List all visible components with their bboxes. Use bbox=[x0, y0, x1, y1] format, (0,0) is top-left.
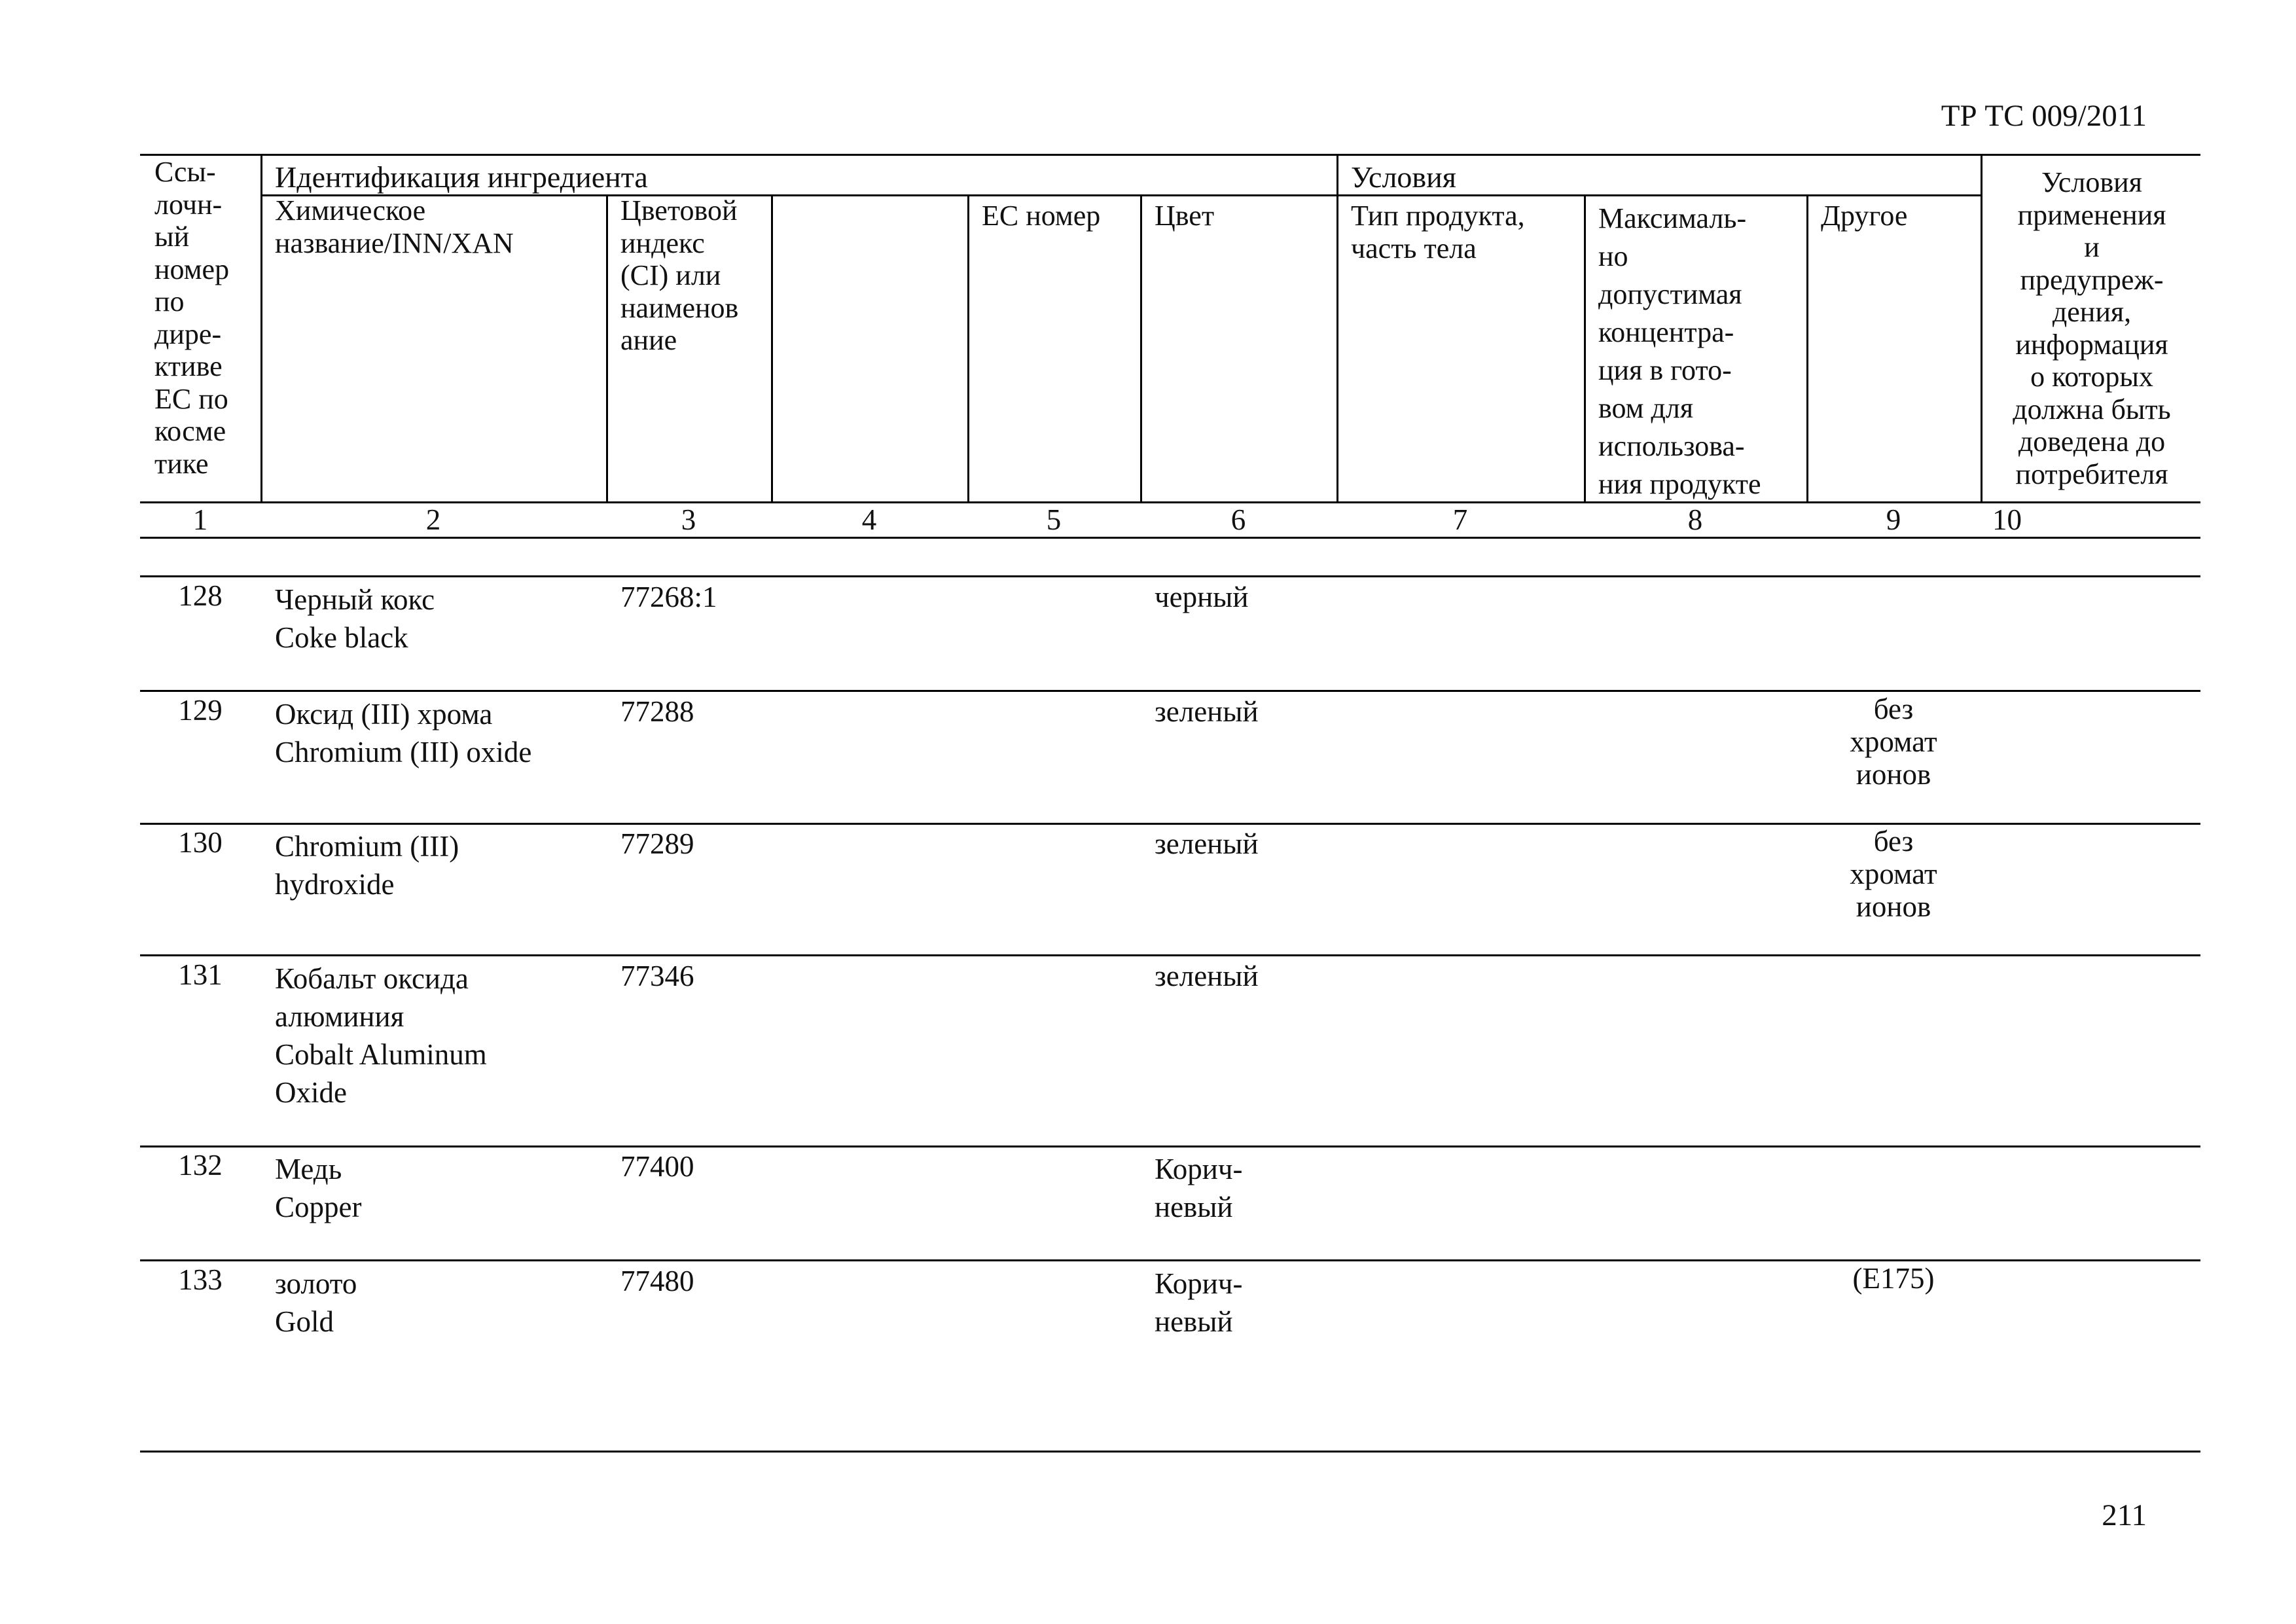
ingredient-name: Медь Copper bbox=[275, 1153, 362, 1223]
color-value: черный bbox=[1155, 581, 1249, 613]
color-index: 77268:1 bbox=[620, 581, 717, 613]
page-number: 211 bbox=[2102, 1498, 2147, 1532]
row-rule bbox=[140, 690, 2200, 692]
column-divider bbox=[1806, 194, 1808, 503]
header-max-concentration: Максималь- но допустимая концентра- ция в гото- вом для использова- ния продукте bbox=[1598, 202, 1761, 500]
column-number: 10 bbox=[1992, 503, 2022, 536]
column-number: 2 bbox=[425, 503, 441, 536]
column-number: 1 bbox=[192, 503, 208, 536]
column-number: 8 bbox=[1687, 503, 1703, 536]
row-number: 130 bbox=[178, 826, 223, 859]
other-value: без хромат ионов bbox=[1850, 693, 1937, 791]
column-number: 9 bbox=[1886, 503, 1901, 536]
column-divider bbox=[967, 194, 969, 503]
column-divider bbox=[1336, 154, 1338, 503]
ingredient-name: золото Gold bbox=[275, 1267, 357, 1338]
column-number: 5 bbox=[1046, 503, 1062, 536]
column-numbers-rule bbox=[140, 537, 2200, 539]
row-number: 128 bbox=[178, 579, 223, 612]
color-value: Корич- невый bbox=[1155, 1153, 1243, 1223]
color-index: 77289 bbox=[620, 827, 694, 860]
color-index: 77400 bbox=[620, 1150, 694, 1183]
ingredient-name: Черный кокс Coke black bbox=[275, 583, 435, 654]
row-number: 131 bbox=[178, 958, 223, 991]
body-top-rule bbox=[140, 575, 2200, 577]
color-value: зеленый bbox=[1155, 695, 1259, 728]
color-index: 77288 bbox=[620, 695, 694, 728]
column-number: 6 bbox=[1230, 503, 1246, 536]
column-divider bbox=[771, 194, 773, 503]
column-divider bbox=[1981, 154, 1982, 503]
ingredient-name: Оксид (III) хрома Chromium (III) oxide bbox=[275, 698, 532, 768]
ingredient-name: Chromium (III) hydroxide bbox=[275, 830, 459, 901]
column-divider bbox=[1584, 194, 1586, 503]
subheader-rule bbox=[260, 194, 1982, 196]
row-rule bbox=[140, 954, 2200, 956]
column-number: 7 bbox=[1452, 503, 1468, 536]
other-value: без хромат ионов bbox=[1850, 825, 1937, 923]
row-rule bbox=[140, 1146, 2200, 1147]
header-color: Цвет bbox=[1155, 200, 1215, 232]
color-index: 77346 bbox=[620, 960, 694, 992]
color-value: Корич- невый bbox=[1155, 1267, 1243, 1338]
row-rule bbox=[140, 1259, 2200, 1261]
row-number: 129 bbox=[178, 694, 223, 727]
header-product-type: Тип продукта, часть тела bbox=[1351, 200, 1525, 264]
row-number: 133 bbox=[178, 1263, 223, 1296]
table-bottom-rule bbox=[140, 1451, 2200, 1453]
ingredient-name: Кобальт оксида алюминия Cobalt Aluminum Oxide bbox=[275, 962, 487, 1109]
column-number: 4 bbox=[861, 503, 877, 536]
color-value: зеленый bbox=[1155, 827, 1259, 860]
other-value: (E175) bbox=[1852, 1262, 1935, 1295]
column-divider bbox=[1140, 194, 1142, 503]
document-code: ТР ТС 009/2011 bbox=[1941, 99, 2147, 133]
header-chemical-name: Химическое название/INN/XAN bbox=[275, 194, 514, 259]
color-index: 77480 bbox=[620, 1265, 694, 1297]
header-ec-number: ЕС номер bbox=[982, 200, 1101, 232]
row-number: 132 bbox=[178, 1149, 223, 1182]
column-divider bbox=[260, 154, 262, 503]
header-usage-conditions: Условия применения и предупреж- дения, информация о которых должна быть доведена до потребителя bbox=[2013, 166, 2171, 490]
color-value: зеленый bbox=[1155, 960, 1259, 992]
header-ref-number: Ссы- лочн- ый номер по дире- ктиве ЕС по косме тике bbox=[154, 156, 230, 480]
header-color-index: Цветовой индекс (CI) или наименов ание bbox=[620, 194, 739, 356]
column-number: 3 bbox=[681, 503, 696, 536]
table-top-rule bbox=[140, 154, 2200, 156]
header-ingredient-identification: Идентификация ингредиента bbox=[275, 160, 648, 194]
header-conditions: Условия bbox=[1351, 160, 1456, 194]
column-divider bbox=[606, 194, 608, 503]
header-other: Другое bbox=[1821, 200, 1908, 232]
